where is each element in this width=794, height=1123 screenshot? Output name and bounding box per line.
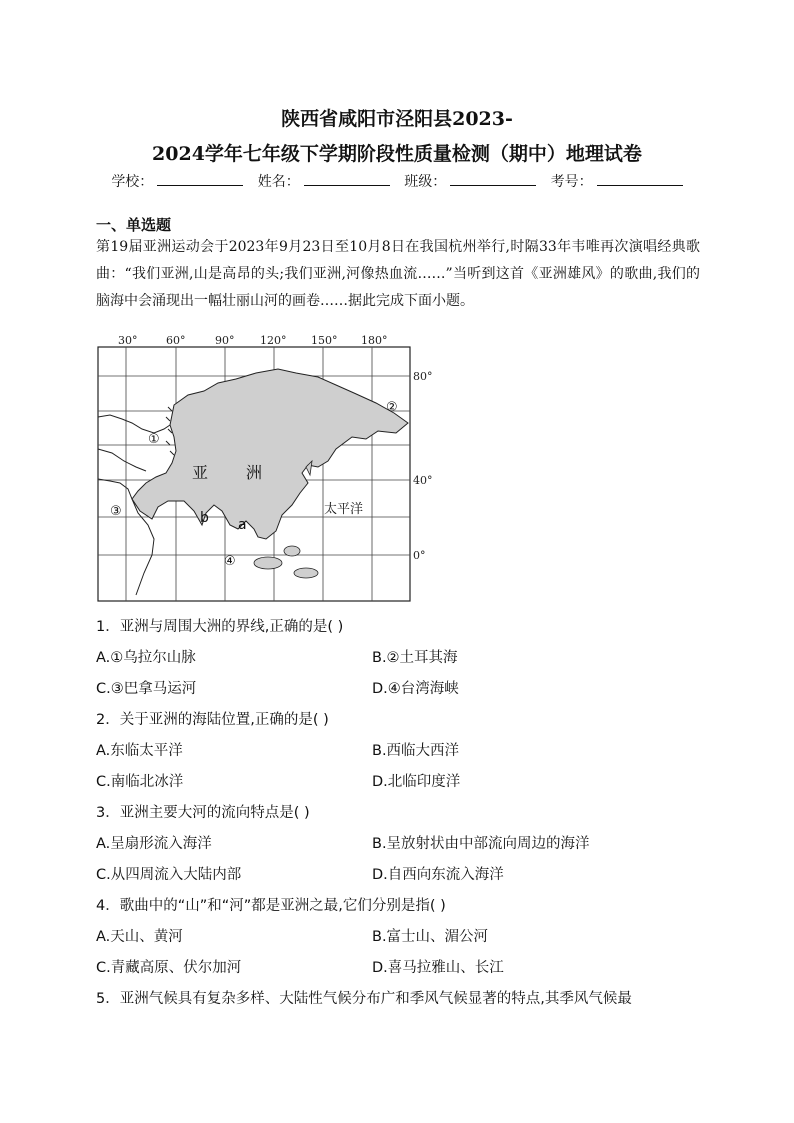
q2-option-d[interactable]: D.北临印度洋 — [372, 774, 461, 790]
name-label: 姓名： — [257, 174, 300, 190]
intro-paragraph: 第19届亚洲运动会于2023年9月23日至10月8日在我国杭州举行,时隔33年韦唯再次演唱经典歌曲：“我们亚洲,山是高昂的头;我们亚洲,河像热血流……”当听到这首《亚洲雄风》的歌曲,我们的脑海中会涌现出一幅壮丽山河的画卷……据此完成下面小题。 — [96, 239, 700, 309]
q1-option-c[interactable]: C.③巴拿马运河 — [96, 681, 197, 697]
class-blank — [450, 173, 536, 186]
letter-b: b — [200, 510, 209, 526]
lon-label-60: 60° — [166, 334, 186, 347]
q4-option-c[interactable]: C.青藏高原、伏尔加河 — [96, 960, 242, 976]
exam-title-line1: 陕西省咸阳市泾阳县2023- — [281, 108, 513, 130]
island — [254, 557, 282, 569]
marker-1: ① — [148, 432, 160, 447]
q1-option-a[interactable]: A.①乌拉尔山脉 — [96, 650, 196, 666]
q3-option-b[interactable]: B.呈放射状由中部流向周边的海洋 — [372, 836, 590, 852]
q4-option-b[interactable]: B.富士山、湄公河 — [372, 929, 489, 945]
island — [294, 568, 318, 578]
continent-label-char1: 亚 — [192, 463, 209, 482]
school-blank — [157, 173, 243, 186]
question-3-stem: 3．亚洲主要大河的流向特点是( ) — [96, 805, 310, 821]
lon-label-150: 150° — [311, 334, 338, 347]
question-5-stem: 5．亚洲气候具有复杂多样、大陆性气候分布广和季风气候显著的特点,其季风气候最 — [96, 991, 632, 1007]
q2-option-b[interactable]: B.西临大西洋 — [372, 743, 460, 759]
class-label: 班级： — [404, 174, 447, 190]
q1-option-d[interactable]: D.④台湾海峡 — [372, 681, 459, 697]
lon-label-120: 120° — [260, 334, 287, 347]
exam-title-line2: 2024学年七年级下学期阶段性质量检测（期中）地理试卷 — [152, 143, 642, 165]
q2-option-c[interactable]: C.南临北冰洋 — [96, 774, 184, 790]
lon-label-180: 180° — [361, 334, 388, 347]
q3-option-d[interactable]: D.自西向东流入海洋 — [372, 867, 504, 883]
lat-label-80: 80° — [413, 370, 433, 383]
q1-option-b[interactable]: B.②土耳其海 — [372, 650, 458, 666]
q3-option-c[interactable]: C.从四周流入大陆内部 — [96, 867, 242, 883]
marker-2: ② — [386, 400, 398, 415]
marker-4: ④ — [224, 554, 236, 569]
lat-label-0: 0° — [413, 549, 426, 562]
lon-label-30: 30° — [118, 334, 138, 347]
q4-option-a[interactable]: A.天山、黄河 — [96, 929, 183, 945]
q4-option-d[interactable]: D.喜马拉雅山、长江 — [372, 960, 504, 976]
marker-3: ③ — [110, 504, 122, 519]
question-2-stem: 2．关于亚洲的海陆位置,正确的是( ) — [96, 712, 329, 728]
continent-label-char2: 洲 — [246, 463, 263, 482]
pacific-ocean-label: 太平洋 — [324, 502, 364, 517]
number-blank — [597, 173, 683, 186]
student-info-row — [0, 171, 794, 191]
question-4-stem: 4．歌曲中的“山”和“河”都是亚洲之最,它们分别是指( ) — [96, 898, 446, 914]
lat-label-40: 40° — [413, 474, 433, 487]
asia-map — [96, 333, 441, 605]
letter-a: a — [238, 517, 247, 533]
school-label: 学校： — [111, 174, 154, 190]
question-1-stem: 1．亚洲与周围大洲的界线,正确的是( ) — [96, 619, 344, 635]
section-heading: 一、单选题 — [96, 216, 172, 234]
island — [284, 546, 300, 556]
lon-label-90: 90° — [215, 334, 235, 347]
name-blank — [304, 173, 390, 186]
europe-coast — [98, 415, 170, 433]
mediterranean-coast — [98, 449, 146, 471]
number-label: 考号： — [550, 174, 593, 190]
q3-option-a[interactable]: A.呈扇形流入海洋 — [96, 836, 212, 852]
q2-option-a[interactable]: A.东临太平洋 — [96, 743, 183, 759]
